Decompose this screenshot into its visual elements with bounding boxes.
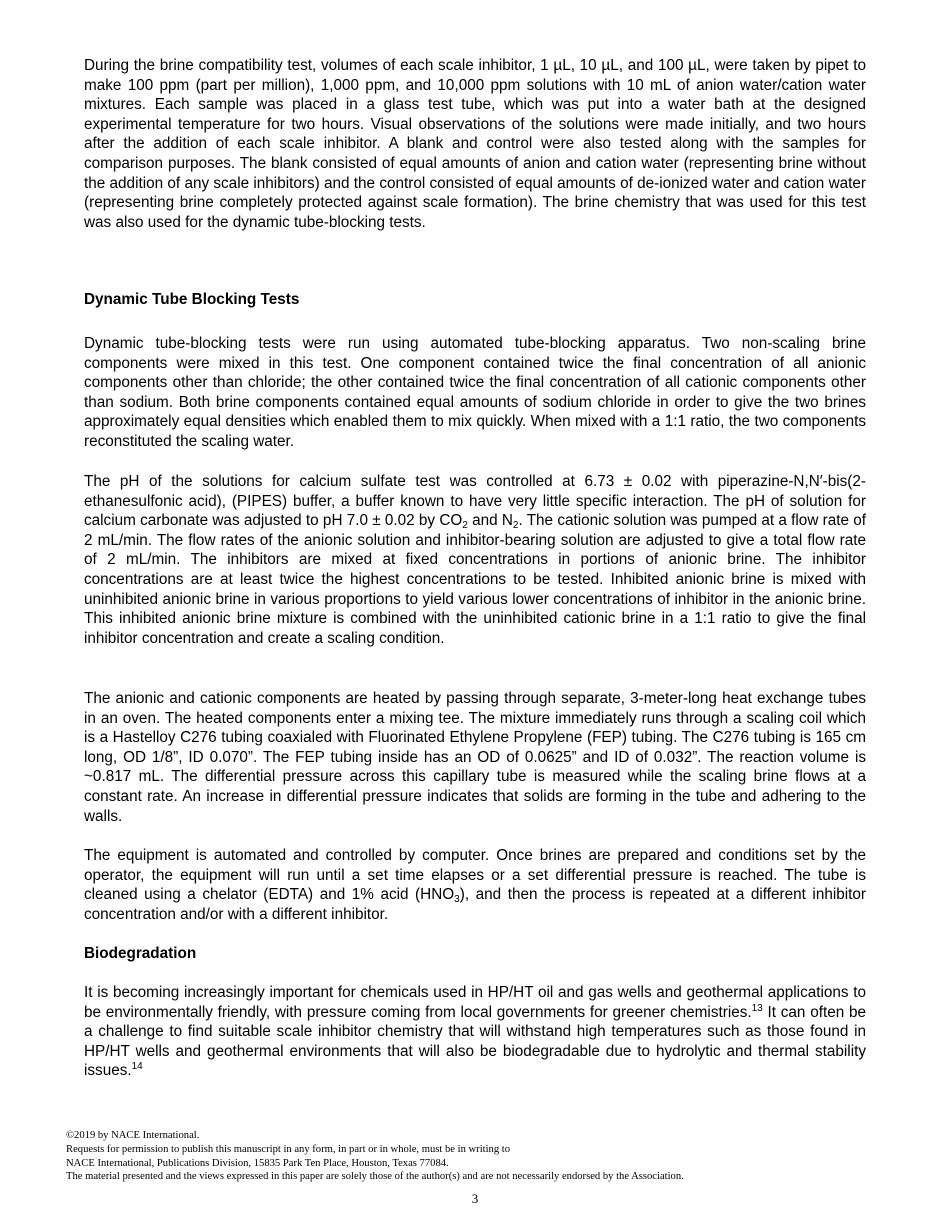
biodegradation-text-part-2: It can often be a challenge to find suitable scale inhibitor chemistry that will withstand high temperatures such as those found in HP/HT wells and geothermal environments that will also be biodegradable due to hydrolytic and thermal stability issues. <box>84 1003 866 1080</box>
footer-copyright: ©2019 by NACE International. <box>66 1130 200 1141</box>
paragraph-brine-compatibility: During the brine compatibility test, volumes of each scale inhibitor, 1 µL, 10 µL, and 100 µL, were taken by pipet to make 100 ppm (part per million), 1,000 ppm, and 10,000 ppm solutions with 10 mL of anion water/cation water mixtures. Each sample was placed in a glass test tube, which was put into a water bath at the designed experimental temperature for two hours. Visual observations of the solutions were made initially, and two hours after the addition of each scale inhibitor. A blank and control were also tested along with the samples for comparison purposes. The blank consisted of equal amounts of anion and cation water (representing brine without the addition of any scale inhibitors) and the control consisted of equal amounts of de-ionized water and cation water (representing brine completely protected against scale formation). The brine chemistry that was used for this test was also used for the dynamic tube-blocking tests. <box>84 57 866 231</box>
equipment-text-part-2: ), and then the process is repeated at a different inhibitor concentration and/or with a different inhibitor. <box>84 886 866 923</box>
equipment-text-part-1: The equipment is automated and controlled by computer. Once brines are prepared and conditions set by the operator, the equipment will run until a set time elapses or a set differential pressure is reached. The tube is cleaned using a chelator (EDTA) and 1% acid (HNO <box>84 847 866 904</box>
biodegradation-text-part-1: It is becoming increasingly important for chemicals used in HP/HT oil and gas wells and geothermal applications to be environmentally friendly, with pressure coming from local governments for greener chemistries. <box>84 984 866 1021</box>
footer-permission: Requests for permission to publish this manuscript in any form, in part or in whole, must be in writing to <box>66 1143 511 1155</box>
heading-biodegradation: Biodegradation <box>84 945 197 962</box>
reference-13: 13 <box>751 1002 763 1014</box>
paragraph-biodegradation <box>84 983 866 1081</box>
ph-text-part-3: . The cationic solution was pumped at a flow rate of 2 mL/min. The flow rates of the anionic solution and inhibitor-bearing solution are adjusted to give a total flow rate of 2 mL/min. The inhibitors are mixed at fixed concentrations in portions of anionic brine. The inhibitor concentrations are at least twice the highest concentrations to be tested. Inhibited anionic brine is mixed with uninhibited anionic brine in various proportions to yield various lower concentrations of inhibitor in the anionic brine. This inhibited anionic brine mixture is combined with the uninhibited cationic brine in a 1:1 ratio to give the final inhibitor concentration and create a scaling condition. <box>84 512 866 647</box>
ph-text-part-2: and N <box>467 512 513 530</box>
paragraph-equipment-automation <box>84 846 866 924</box>
co2-subscript: 2 <box>462 520 468 532</box>
footer-disclaimer: The material presented and the views expressed in this paper are solely those of the author(s) and are not necessarily endorsed by the Association. <box>66 1171 684 1183</box>
ph-text-part-1: The pH of the solutions for calcium sulfate test was controlled at 6.73 ± 0.02 with piperazine-N,N′-bis(2-ethanesulfonic acid), (PIPES) buffer, a buffer known to have very little specific interaction. The pH of solution for calcium carbonate was adjusted to pH 7.0 ± 0.02 by CO <box>84 473 866 530</box>
paragraph-dynamic-tube-overview: Dynamic tube-blocking tests were run using automated tube-blocking apparatus. Two non-scaling brine components were mixed in this test. One component contained twice the final concentration of all anionic components other than chloride; the other contained twice the final concentration of all cationic components other than sodium. Both brine components contained equal amounts of sodium chloride in order to give the two brines approximately equal densities which enabled them to mix quickly. When mixed with a 1:1 ratio, the two components reconstituted the scaling water. <box>84 335 866 450</box>
paragraph-heat-exchange: The anionic and cationic components are heated by passing through separate, 3-meter-long heat exchange tubes in an oven. The heated components enter a mixing tee. The mixture immediately runs through a scaling coil which is a Hastelloy C276 tubing coaxialed with Fluorinated Ethylene Propylene (FEP) tubing. The C276 tubing is 165 cm long, OD 1/8”, ID 0.070”. The FEP tubing inside has an OD of 0.0625” and ID of 0.032”. The reaction volume is ~0.817 mL. The differential pressure across this capillary tube is measured while the scaling brine flows at a constant rate. An increase in differential pressure indicates that solids are forming in the tube and adhering to the walls. <box>84 690 866 825</box>
reference-14: 14 <box>131 1061 143 1073</box>
paragraph-ph-control <box>84 472 866 648</box>
page-footer <box>66 1129 866 1184</box>
n2-subscript: 2 <box>512 520 519 532</box>
page-number: 3 <box>471 1191 479 1206</box>
hno3-subscript: 3 <box>454 894 460 906</box>
heading-dynamic-tube-blocking-tests: Dynamic Tube Blocking Tests <box>84 291 300 308</box>
footer-address: NACE International, Publications Division, 15835 Park Ten Place, Houston, Texas 77084. <box>66 1157 449 1169</box>
